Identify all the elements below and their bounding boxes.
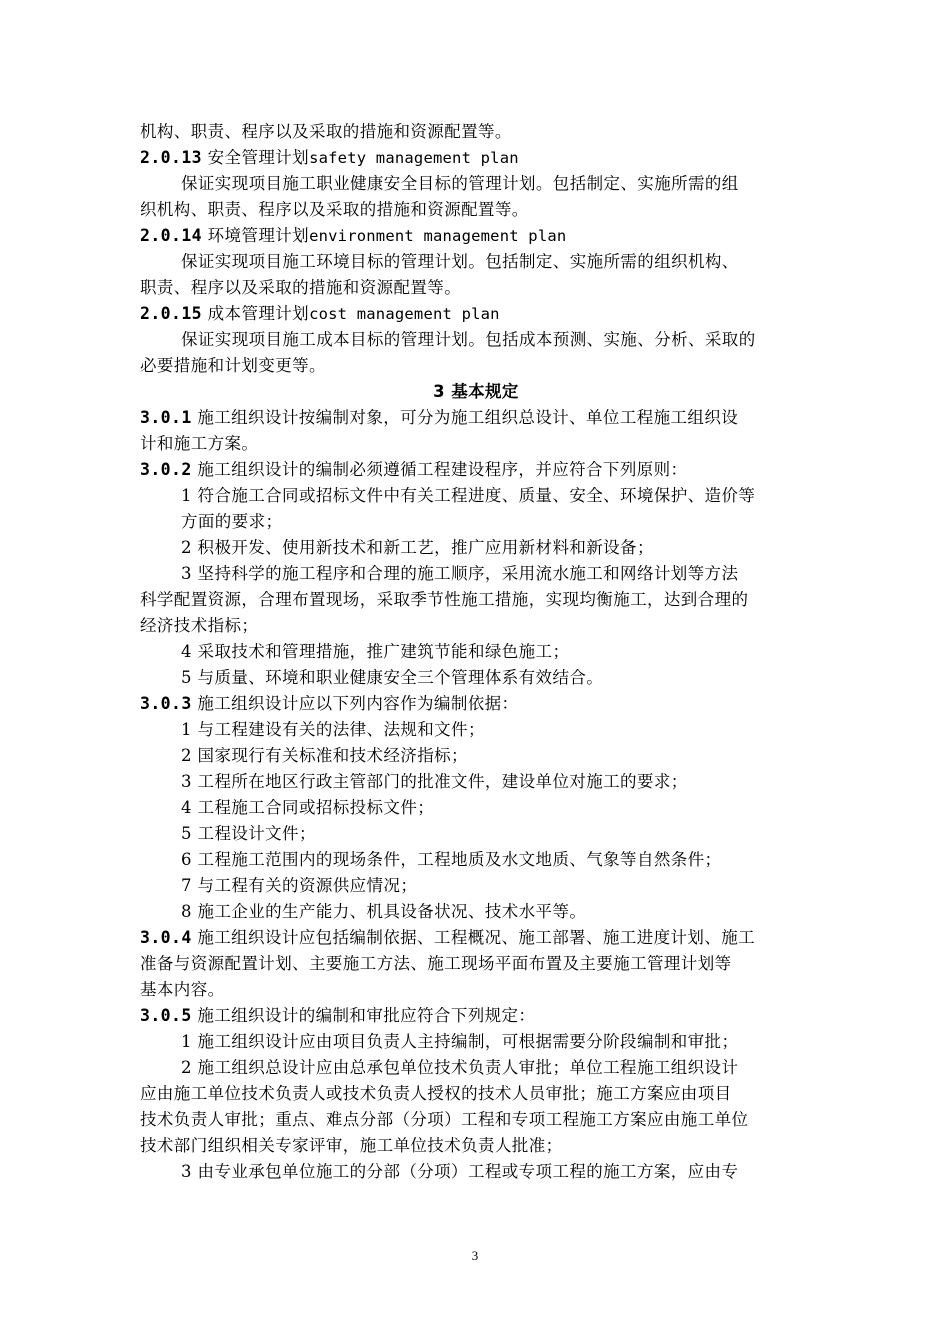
list-item: 5 与质量、环境和职业健康安全三个管理体系有效结合。 — [181, 668, 604, 687]
clause-term-2-0-15: 2.0.15 成本管理计划cost management plan — [140, 304, 500, 323]
list-item: 4 工程施工合同或招标投标文件； — [181, 798, 435, 817]
list-item: 3 由专业承包单位施工的分部（分项）工程或专项工程的施工方案，应由专 — [181, 1162, 739, 1181]
text-line: 职责、程序以及采取的措施和资源配置等。 — [140, 278, 462, 297]
clause-term-2-0-14: 2.0.14 环境管理计划environment management plan — [140, 226, 567, 245]
list-item: 5 工程设计文件； — [181, 824, 316, 843]
text-line: 保证实现项目施工成本目标的管理计划。包括成本预测、实施、分析、采取的 — [181, 330, 756, 349]
text-line: 应由施工单位技术负责人或技术负责人授权的技术人员审批；施工方案应由项目 — [140, 1084, 732, 1103]
clause-3-0-2: 3.0.2 施工组织设计的编制必须遵循工程建设程序，并应符合下列原则： — [140, 460, 688, 479]
text-line: 机构、职责、程序以及采取的措施和资源配置等。 — [140, 122, 512, 141]
clause-3-0-3: 3.0.3 施工组织设计应以下列内容作为编制依据： — [140, 694, 519, 713]
page-body — [140, 119, 812, 1185]
list-item: 1 与工程建设有关的法律、法规和文件； — [181, 720, 485, 739]
list-item: 1 符合施工合同或招标文件中有关工程进度、质量、安全、环境保护、造价等 — [181, 486, 756, 505]
list-item: 2 积极开发、使用新技术和新工艺，推广应用新材料和新设备； — [181, 538, 654, 557]
page-number: 3 — [471, 1248, 479, 1263]
list-item: 6 工程施工范围内的现场条件，工程地质及水文地质、气象等自然条件； — [181, 850, 722, 869]
section-heading: 3 基本规定 — [433, 382, 519, 401]
text-line: 保证实现项目施工职业健康安全目标的管理计划。包括制定、实施所需的组 — [181, 174, 739, 193]
list-item: 3 工程所在地区行政主管部门的批准文件，建设单位对施工的要求； — [181, 772, 688, 791]
list-item: 4 采取技术和管理措施，推广建筑节能和绿色施工； — [181, 642, 570, 661]
text-line: 计和施工方案。 — [140, 434, 259, 453]
text-line: 经济技术指标； — [140, 616, 259, 635]
text-line: 必要措施和计划变更等。 — [140, 356, 326, 375]
clause-term-2-0-13: 2.0.13 安全管理计划safety management plan — [140, 148, 519, 167]
list-item: 1 施工组织设计应由项目负责人主持编制，可根据需要分阶段编制和审批； — [181, 1032, 739, 1051]
text-line: 基本内容。 — [140, 980, 225, 999]
text-line: 科学配置资源，合理布置现场，采取季节性施工措施，实现均衡施工，达到合理的 — [140, 590, 749, 609]
clause-3-0-4: 3.0.4 施工组织设计应包括编制依据、工程概况、施工部署、施工进度计划、施工 — [140, 928, 756, 947]
text-line: 技术负责人审批；重点、难点分部（分项）工程和专项工程施工方案应由施工单位 — [140, 1110, 749, 1129]
list-item: 2 施工组织总设计应由总承包单位技术负责人审批；单位工程施工组织设计 — [181, 1058, 739, 1077]
text-line: 准备与资源配置计划、主要施工方法、施工现场平面布置及主要施工管理计划等 — [140, 954, 732, 973]
list-item: 8 施工企业的生产能力、机具设备状况、技术水平等。 — [181, 902, 587, 921]
list-item: 2 国家现行有关标准和技术经济指标； — [181, 746, 468, 765]
list-item: 7 与工程有关的资源供应情况； — [181, 876, 418, 895]
text-line: 保证实现项目施工环境目标的管理计划。包括制定、实施所需的组织机构、 — [181, 252, 739, 271]
text-line: 技术部门组织相关专家评审，施工单位技术负责人批准； — [140, 1136, 563, 1155]
list-item: 3 坚持科学的施工程序和合理的施工顺序，采用流水施工和网络计划等方法 — [181, 564, 739, 583]
text-line: 织机构、职责、程序以及采取的措施和资源配置等。 — [140, 200, 529, 219]
clause-3-0-5: 3.0.5 施工组织设计的编制和审批应符合下列规定： — [140, 1006, 536, 1025]
text-line: 方面的要求； — [181, 512, 283, 531]
clause-3-0-1: 3.0.1 施工组织设计按编制对象，可分为施工组织总设计、单位工程施工组织设 — [140, 408, 739, 427]
